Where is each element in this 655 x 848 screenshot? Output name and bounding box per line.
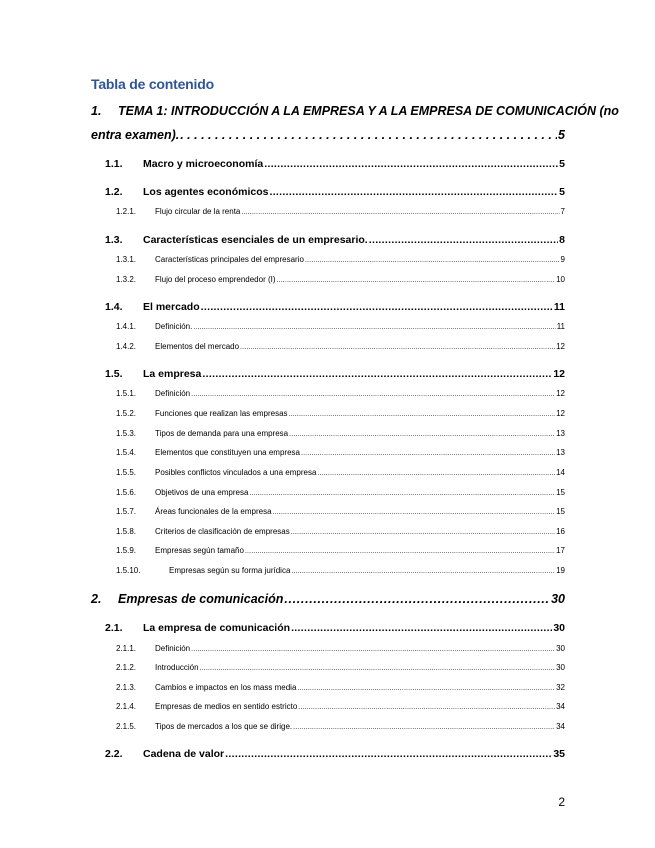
toc-entry-number: 1.5.9.: [116, 546, 137, 555]
toc-entry-page: 12: [553, 368, 565, 380]
toc-entry-1-5-1[interactable]: [116, 389, 565, 398]
dot-leader: [202, 368, 552, 380]
dot-leader: [291, 566, 555, 575]
toc-entry-page: 16: [556, 527, 565, 536]
toc-entry-page: 12: [556, 389, 565, 398]
dot-leader: [245, 546, 555, 555]
toc-entry-1-5-6[interactable]: [116, 488, 565, 497]
toc-entry-text: El mercado: [143, 301, 200, 313]
dot-leader: [305, 255, 560, 264]
toc-entry-1-5-7[interactable]: [116, 507, 565, 516]
toc-entry-number: 1.3.: [105, 234, 123, 246]
dot-leader: [291, 527, 555, 536]
page-number: 2: [558, 795, 565, 809]
toc-entry-1-5-2[interactable]: [116, 409, 565, 418]
toc-entry-page: 11: [556, 322, 565, 331]
toc-entry-page: 34: [556, 702, 565, 711]
toc-entry-text: entra examen).: [91, 128, 180, 142]
toc-entry-text: TEMA 1: INTRODUCCIÓN A LA EMPRESA Y A LA EMPRESA DE COMUNICACIÓN (no: [118, 104, 619, 118]
toc-entry-number: 1.4.2.: [116, 342, 137, 351]
toc-entry-number: 1.2.1.: [116, 207, 137, 216]
toc-entry-text: Criterios de clasificación de empresas: [155, 527, 290, 536]
dot-leader: [225, 748, 552, 760]
toc-entry-page: 5: [559, 158, 565, 170]
toc-entry-text: Posibles conflictos vinculados a una empresa: [155, 468, 317, 477]
toc-entry-text: Macro y microeconomía: [143, 158, 264, 170]
toc-entry-number: 1.3.2.: [116, 275, 137, 284]
dot-leader: [241, 207, 559, 216]
toc-entry-text: Empresas de comunicación: [118, 592, 284, 606]
dot-leader: [298, 702, 555, 711]
toc-entry-number: 1.5.5.: [116, 468, 137, 477]
toc-entry-number: 1.4.: [105, 301, 123, 313]
toc-entry-2-1-5[interactable]: [116, 722, 565, 731]
dot-leader: [317, 468, 555, 477]
toc-entry-1-4-2[interactable]: [116, 342, 565, 351]
toc-entry-text: Funciones que realizan las empresas: [155, 409, 288, 418]
toc-entry-number: 1.4.1.: [116, 322, 137, 331]
toc-entry-text: Elementos que constituyen una empresa: [155, 448, 300, 457]
toc-entry-page: 34: [556, 722, 565, 731]
toc-entry-number: 1.5.6.: [116, 488, 137, 497]
toc-entry-number: 1.5.7.: [116, 507, 137, 516]
toc-entry-text: Tipos de mercados a los que se dirige.: [155, 722, 293, 731]
toc-entry-text: Cadena de valor: [143, 748, 225, 760]
toc-entry-page: 14: [556, 468, 565, 477]
dot-leader: [201, 301, 553, 313]
dot-leader: [301, 448, 555, 457]
toc-entry-text: Flujo del proceso emprendedor (I): [155, 275, 276, 284]
toc-entry-page: 30: [551, 592, 565, 606]
toc-entry-page: 35: [553, 748, 565, 760]
toc-entry-1-3-1[interactable]: [116, 255, 565, 264]
toc-entry-text: Empresas según tamaño: [155, 546, 244, 555]
toc-entry-text: Los agentes económicos: [143, 186, 269, 198]
toc-entry-page: 7: [560, 207, 565, 216]
toc-entry-number: 2.1.: [105, 622, 123, 634]
toc-entry-number: 2.1.1.: [116, 644, 137, 653]
toc-entry-page: 30: [556, 644, 565, 653]
toc-entry-number: 1.: [91, 104, 102, 118]
toc-entry-page: 9: [560, 255, 565, 264]
toc-entry-1-5-5[interactable]: [116, 468, 565, 477]
toc-entry-text: Definición: [155, 389, 191, 398]
toc-entry-text: Objetivos de una empresa: [155, 488, 249, 497]
toc-entry-number: 1.1.: [105, 158, 123, 170]
toc-entry-page: 5: [559, 186, 565, 198]
toc-entry-text: Flujo circular de la renta: [155, 207, 241, 216]
toc-entry-page: 17: [556, 546, 565, 555]
toc-entry-text: Tipos de demanda para una empresa: [155, 429, 289, 438]
toc-entry-text: Cambios e impactos en los mass media: [155, 683, 297, 692]
toc-entry-2-1-1[interactable]: [116, 644, 565, 653]
dot-leader: [293, 722, 555, 731]
toc-entry-page: 19: [556, 566, 565, 575]
toc-entry-1-3[interactable]: [105, 234, 565, 246]
toc-entry-number: 2.2.: [105, 748, 123, 760]
toc-entry-number: 2.1.5.: [116, 722, 137, 731]
toc-entry-text: Características principales del empresario: [155, 255, 304, 264]
toc-entry-page: 32: [556, 683, 565, 692]
toc-entry-text: La empresa de comunicación: [143, 622, 291, 634]
toc-entry-1-5[interactable]: [105, 368, 565, 380]
toc-entry-chapter-1-line-1[interactable]: [91, 104, 619, 118]
toc-entry-page: 30: [553, 622, 565, 634]
toc-entry-text: Empresas de medios en sentido estricto: [155, 702, 298, 711]
toc-entry-chapter-2[interactable]: [91, 592, 565, 606]
toc-entry-number: 2.1.3.: [116, 683, 137, 692]
dot-leader: [277, 275, 556, 284]
toc-entry-2-1[interactable]: [105, 622, 565, 634]
toc-entry-1-5-8[interactable]: [116, 527, 565, 536]
toc-entry-1-4-1[interactable]: [116, 322, 565, 331]
toc-entry-page: 11: [553, 301, 565, 313]
toc-entry-number: 1.5.8.: [116, 527, 137, 536]
dot-leader: [264, 158, 558, 170]
dot-leader: [240, 342, 555, 351]
toc-entry-text: Definición.: [155, 322, 193, 331]
toc-entry-1-4[interactable]: [105, 301, 565, 313]
toc-entry-page: 15: [556, 488, 565, 497]
toc-entry-1-2[interactable]: [105, 186, 565, 198]
dot-leader: [291, 622, 552, 634]
dot-leader: [193, 322, 555, 331]
toc-entry-1-2-1[interactable]: [116, 207, 565, 216]
toc-entry-2-1-2[interactable]: [116, 663, 565, 672]
toc-entry-number: 2.: [91, 592, 102, 606]
dot-leader: [297, 683, 555, 692]
toc-entry-number: 1.3.1.: [116, 255, 137, 264]
toc-entry-page: 30: [556, 663, 565, 672]
toc-entry-text: La empresa: [143, 368, 202, 380]
toc-entry-page: 12: [556, 409, 565, 418]
toc-entry-page: 12: [556, 342, 565, 351]
toc-entry-number: 1.5.10.: [116, 566, 141, 575]
toc-entry-text: Características esenciales de un empresario.: [143, 234, 368, 246]
toc-entry-text: Empresas según su forma jurídica: [169, 566, 291, 575]
dot-leader: [289, 409, 556, 418]
toc-entry-page: 13: [556, 429, 565, 438]
dot-leader: [180, 128, 557, 142]
toc-entry-2-1-3[interactable]: [116, 683, 565, 692]
toc-entry-number: 1.5.: [105, 368, 123, 380]
toc-entry-1-5-10[interactable]: [116, 566, 565, 575]
dot-leader: [191, 389, 555, 398]
toc-entry-2-2[interactable]: [105, 748, 565, 760]
dot-leader: [369, 234, 558, 246]
dot-leader: [289, 429, 555, 438]
dot-leader: [200, 663, 556, 672]
toc-entry-page: 5: [558, 128, 565, 142]
toc-entry-2-1-4[interactable]: [116, 702, 565, 711]
dot-leader: [284, 592, 550, 606]
toc-entry-number: 1.5.4.: [116, 448, 137, 457]
toc-entry-text: Introducción: [155, 663, 199, 672]
dot-leader: [273, 507, 556, 516]
toc-entry-1-5-9[interactable]: [116, 546, 565, 555]
toc-entry-page: 8: [559, 234, 565, 246]
toc-entry-number: 2.1.2.: [116, 663, 137, 672]
toc-entry-text: Definición: [155, 644, 191, 653]
toc-entry-number: 1.5.1.: [116, 389, 137, 398]
toc-entry-1-1[interactable]: [105, 158, 565, 170]
dot-leader: [249, 488, 555, 497]
dot-leader: [269, 186, 558, 198]
toc-entry-1-5-3[interactable]: [116, 429, 565, 438]
toc-entry-text: Elementos del mercado: [155, 342, 240, 351]
toc-entry-number: 1.5.2.: [116, 409, 137, 418]
toc-entry-text: Áreas funcionales de la empresa: [155, 507, 272, 516]
toc-title: Tabla de contenido: [91, 76, 214, 92]
toc-entry-chapter-1-line-2[interactable]: [91, 128, 565, 142]
dot-leader: [191, 644, 555, 653]
toc-entry-page: 10: [556, 275, 565, 284]
toc-entry-number: 1.5.3.: [116, 429, 137, 438]
toc-entry-1-3-2[interactable]: [116, 275, 565, 284]
toc-entry-page: 15: [556, 507, 565, 516]
toc-entry-number: 1.2.: [105, 186, 123, 198]
toc-entry-1-5-4[interactable]: [116, 448, 565, 457]
toc-entry-page: 13: [556, 448, 565, 457]
toc-entry-number: 2.1.4.: [116, 702, 137, 711]
